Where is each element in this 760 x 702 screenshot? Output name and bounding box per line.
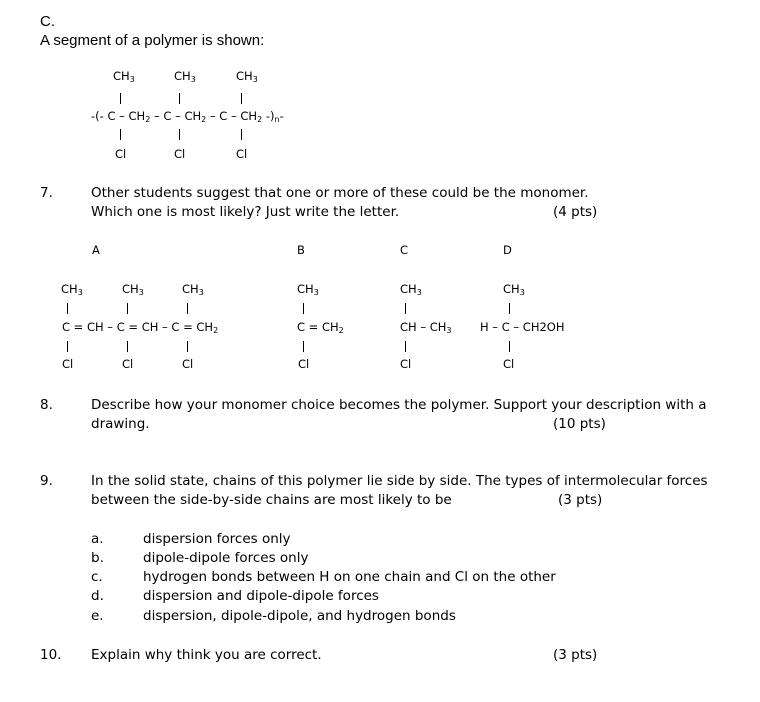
bond-line xyxy=(241,129,242,140)
monomer-d-chain: H – C – CH2OH xyxy=(480,320,565,334)
question-number: 9. xyxy=(40,473,53,489)
monomer-a-chlorine: Cl xyxy=(182,357,194,371)
question-number: 10. xyxy=(40,647,62,663)
choice-text: dispersion, dipole-dipole, and hydrogen bonds xyxy=(143,608,456,624)
polymer-chlorine-3: Cl xyxy=(236,147,248,161)
bond-line xyxy=(179,93,180,104)
bond-line xyxy=(405,303,406,314)
question-points: (3 pts) xyxy=(553,647,598,663)
bond-line xyxy=(120,129,121,140)
bond-line xyxy=(303,341,304,352)
question-text: drawing. xyxy=(91,416,150,432)
question-text: between the side-by-side chains are most likely to be xyxy=(91,492,452,508)
monomer-a-methyl: $CH_3$ xyxy=(61,282,83,297)
question-points: (4 pts) xyxy=(553,204,598,220)
choice-letter: e. xyxy=(91,608,104,624)
bond-line xyxy=(120,93,121,104)
bond-line xyxy=(127,341,128,352)
monomer-label-b: B xyxy=(297,243,305,257)
question-text: Other students suggest that one or more of these could be the monomer. xyxy=(91,185,589,201)
monomer-label-a: A xyxy=(92,243,100,257)
polymer-methyl-3: $CH_3$ xyxy=(236,69,258,84)
choice-letter: a. xyxy=(91,531,104,547)
monomer-a-methyl: $CH_3$ xyxy=(122,282,144,297)
monomer-a-chain: C = CH – C = CH – $C = CH_2$ xyxy=(62,320,219,335)
bond-line xyxy=(509,303,510,314)
choice-letter: b. xyxy=(91,550,104,566)
monomer-d-chlorine: Cl xyxy=(503,357,515,371)
question-number: 8. xyxy=(40,397,53,413)
monomer-a-chlorine: Cl xyxy=(62,357,74,371)
monomer-a-chlorine: Cl xyxy=(122,357,134,371)
choice-text: dispersion and dipole-dipole forces xyxy=(143,588,379,604)
question-points: (10 pts) xyxy=(553,416,606,432)
choice-text: hydrogen bonds between H on one chain and Cl on the other xyxy=(143,569,556,585)
monomer-b-chain: $C = CH_2$ xyxy=(297,320,344,335)
monomer-d-methyl: $CH_3$ xyxy=(503,282,525,297)
question-points: (3 pts) xyxy=(558,492,603,508)
monomer-label-d: D xyxy=(503,243,512,257)
bond-line xyxy=(187,303,188,314)
monomer-c-chlorine: Cl xyxy=(400,357,412,371)
choice-text: dipole-dipole forces only xyxy=(143,550,309,566)
choice-letter: d. xyxy=(91,588,104,604)
bond-line xyxy=(127,303,128,314)
monomer-c-methyl: $CH_3$ xyxy=(400,282,422,297)
polymer-chlorine-1: Cl xyxy=(115,147,127,161)
bond-line xyxy=(405,341,406,352)
question-text: Describe how your monomer choice becomes the polymer. Support your description with a xyxy=(91,397,707,413)
monomer-b-chlorine: Cl xyxy=(298,357,310,371)
question-text: Explain why think you are correct. xyxy=(91,647,322,663)
bond-line xyxy=(67,303,68,314)
polymer-chlorine-2: Cl xyxy=(174,147,186,161)
monomer-label-c: C xyxy=(400,243,409,257)
question-text: In the solid state, chains of this polymer lie side by side. The types of intermolecular forces xyxy=(91,473,708,489)
question-text: Which one is most likely? Just write the letter. xyxy=(91,204,400,220)
bond-line xyxy=(187,341,188,352)
polymer-methyl-2: $CH_3$ xyxy=(174,69,196,84)
bond-line xyxy=(179,129,180,140)
bond-line xyxy=(67,341,68,352)
choice-text: dispersion forces only xyxy=(143,531,291,547)
choice-letter: c. xyxy=(91,569,103,585)
bond-line xyxy=(509,341,510,352)
polymer-methyl-1: $CH_3$ xyxy=(113,69,135,84)
bond-line xyxy=(303,303,304,314)
monomer-a-methyl: $CH_3$ xyxy=(182,282,204,297)
polymer-backbone: -(- C – $CH_2$ – C – $CH_2$ – C – $CH_2$ $-)_n-$ xyxy=(91,109,284,124)
monomer-c-chain: CH – $CH_3$ xyxy=(400,320,452,335)
monomer-b-methyl: $CH_3$ xyxy=(297,282,319,297)
bond-line xyxy=(241,93,242,104)
section-label: C. xyxy=(40,13,55,30)
intro-text: A segment of a polymer is shown: xyxy=(40,32,265,49)
question-number: 7. xyxy=(40,185,53,201)
